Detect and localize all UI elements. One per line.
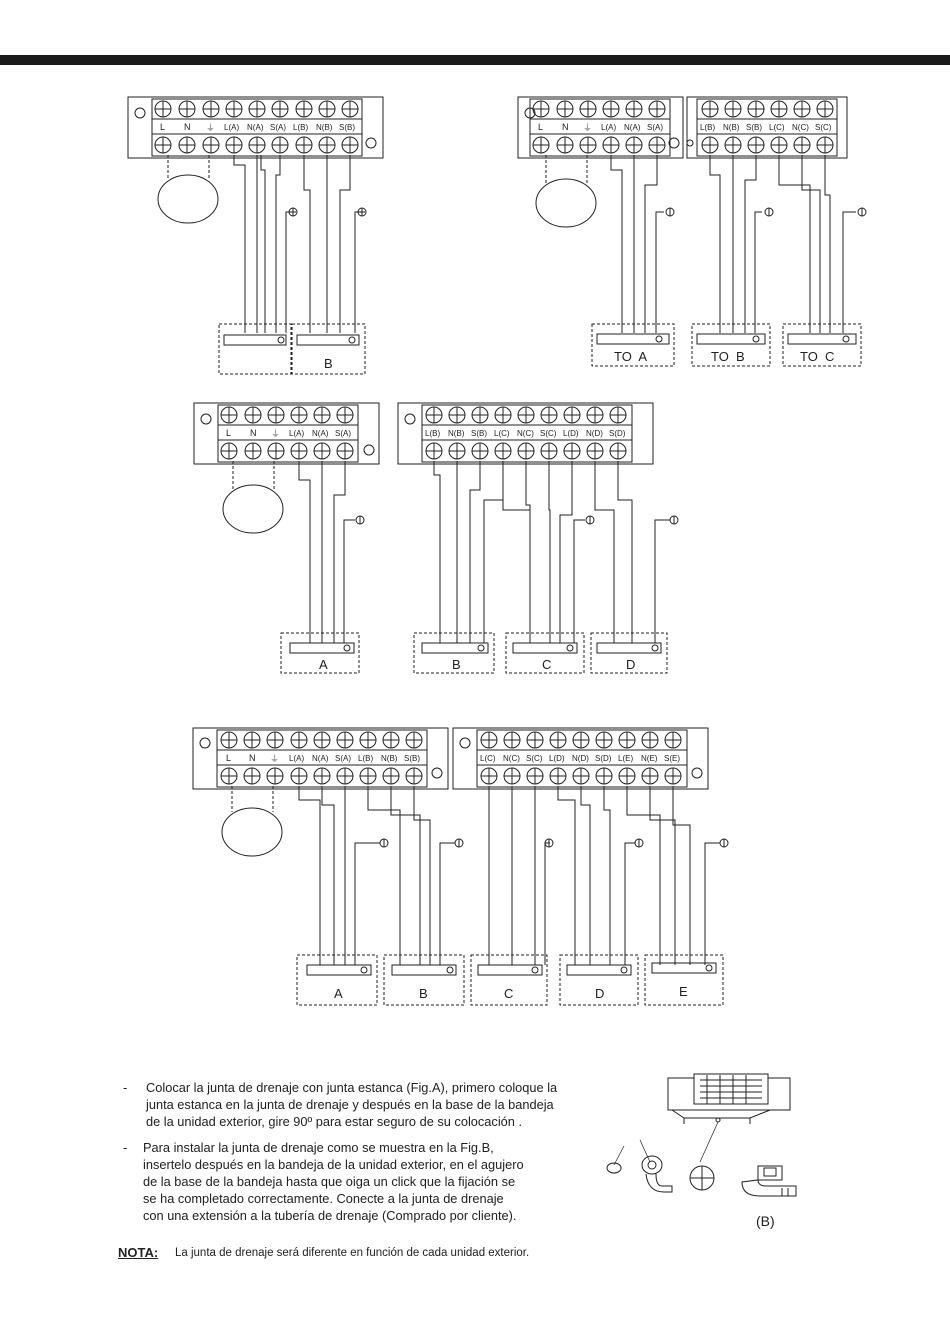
note-2-line: se ha completado correctamente. Conecte a la junta de drenaje <box>143 1191 504 1206</box>
power-supply-oval <box>536 179 596 227</box>
unit-label: C <box>504 986 514 1001</box>
terminal-label: L(B) <box>425 429 441 438</box>
terminal-label: L(A) <box>289 429 305 438</box>
note-1-line: Colocar la junta de drenaje con junta estanca (Fig.A), primero coloque la <box>146 1080 558 1095</box>
terminal-label: S(C) <box>526 754 543 763</box>
power-supply-oval <box>158 175 218 223</box>
terminal-label: S(B) <box>471 429 487 438</box>
nota-text: La junta de drenaje será diferente en función de cada unidad exterior. <box>175 1247 530 1259</box>
terminal-label: N(C) <box>792 123 809 132</box>
terminal-label: L(E) <box>618 754 634 763</box>
figure-label: (B) <box>756 1213 775 1229</box>
terminal-label: N(A) <box>624 123 641 132</box>
terminal-screws-bottom <box>155 137 358 153</box>
terminal-label: L(C) <box>769 123 785 132</box>
terminal-label: S(C) <box>815 123 832 132</box>
terminal-label: L(D) <box>549 754 565 763</box>
terminal-label: S(B) <box>404 754 420 763</box>
drain-joint-illustration <box>607 1074 796 1196</box>
diagram-two-units <box>128 97 383 374</box>
terminal-label: S(A) <box>335 429 351 438</box>
ground-icon: ⏚ <box>271 429 281 439</box>
unit-label: E <box>679 984 688 999</box>
terminal-label: N(B) <box>448 429 465 438</box>
screw-hole <box>366 138 376 148</box>
terminal-label: L(A) <box>289 754 305 763</box>
terminal-label: N(A) <box>312 754 329 763</box>
terminal-screws-top <box>155 101 358 117</box>
ground-icon: ⏚ <box>583 123 593 133</box>
bullet: - <box>123 1140 128 1155</box>
terminal-label: N(B) <box>381 754 398 763</box>
diagram-three-units <box>518 97 866 366</box>
terminal-label: L(B) <box>700 123 716 132</box>
terminal-label: N <box>184 122 191 132</box>
terminal-label: L <box>160 122 166 132</box>
unit-label: C <box>542 657 552 672</box>
note-2-line: Para instalar la junta de drenaje como se muestra en la Fig.B, <box>143 1140 494 1155</box>
power-supply-oval <box>223 485 283 533</box>
wires <box>234 155 365 333</box>
terminal-label: N(D) <box>586 429 603 438</box>
terminal-label: S(D) <box>595 754 612 763</box>
terminal-label: L <box>226 753 232 763</box>
unit-label: TO A <box>614 349 647 364</box>
ground-icon: ⏚ <box>270 754 280 764</box>
terminal-label: L(B) <box>293 123 309 132</box>
terminal-label: L(A) <box>224 123 240 132</box>
indoor-unit-a <box>219 324 291 374</box>
note-1 <box>146 1079 557 1130</box>
terminal-label: L(C) <box>480 754 496 763</box>
note-2-line: insertelo después en la bandeja de la unidad exterior, en el agujero <box>143 1157 524 1172</box>
terminal-label: S(A) <box>270 123 286 132</box>
diagram-four-units <box>194 403 678 673</box>
terminal-label: N(A) <box>312 429 329 438</box>
terminal-label: N(E) <box>641 754 658 763</box>
screw-hole <box>135 108 145 118</box>
terminal-label: L <box>538 122 544 132</box>
unit-label: TO C <box>800 349 835 364</box>
nota-label: NOTA: <box>118 1245 159 1260</box>
terminal-label: N(D) <box>572 754 589 763</box>
note-2-line: con una extensión a la tubería de drenaje (Comprado por cliente). <box>143 1208 517 1223</box>
note-2 <box>143 1139 524 1224</box>
terminal-label: L(A) <box>601 123 617 132</box>
unit-label: B <box>324 356 333 371</box>
terminal-label: S(A) <box>647 123 663 132</box>
note-1-line: de la unidad exterior, gire 90º para estar seguro de su colocación . <box>146 1114 523 1129</box>
terminal-label: N(B) <box>723 123 740 132</box>
terminal-label: S(B) <box>339 123 355 132</box>
diagram-five-units <box>193 728 728 1005</box>
bullet: - <box>123 1080 128 1095</box>
terminal-label: N(B) <box>316 123 333 132</box>
terminal-label: N <box>562 122 569 132</box>
terminal-label: S(A) <box>335 754 351 763</box>
terminal-label: N(C) <box>503 754 520 763</box>
terminal-label: L(D) <box>563 429 579 438</box>
terminal-label: N(C) <box>517 429 534 438</box>
unit-label: A <box>334 986 343 1001</box>
ground-icon: ⏚ <box>206 123 216 133</box>
unit-label: B <box>452 657 461 672</box>
terminal-label: S(C) <box>540 429 557 438</box>
note-2-line: de la base de la bandeja hasta que oiga un click que la fijación se <box>143 1174 516 1189</box>
power-supply-oval <box>222 808 282 856</box>
terminal-label: N <box>249 753 256 763</box>
terminal-label: S(B) <box>746 123 762 132</box>
unit-label: TO B <box>711 349 745 364</box>
terminal-label: L(B) <box>358 754 374 763</box>
terminal-label: S(D) <box>609 429 626 438</box>
unit-label: D <box>626 657 636 672</box>
unit-label: A <box>319 657 328 672</box>
unit-label: B <box>419 986 428 1001</box>
terminal-label: S(E) <box>664 754 680 763</box>
terminal-label: N(A) <box>247 123 264 132</box>
note-1-line: junta estanca en la junta de drenaje y después en la base de la bandeja <box>146 1097 554 1112</box>
terminal-label: N <box>250 428 257 438</box>
terminal-label: L(C) <box>494 429 510 438</box>
unit-label: D <box>595 986 605 1001</box>
terminal-label: L <box>226 428 232 438</box>
